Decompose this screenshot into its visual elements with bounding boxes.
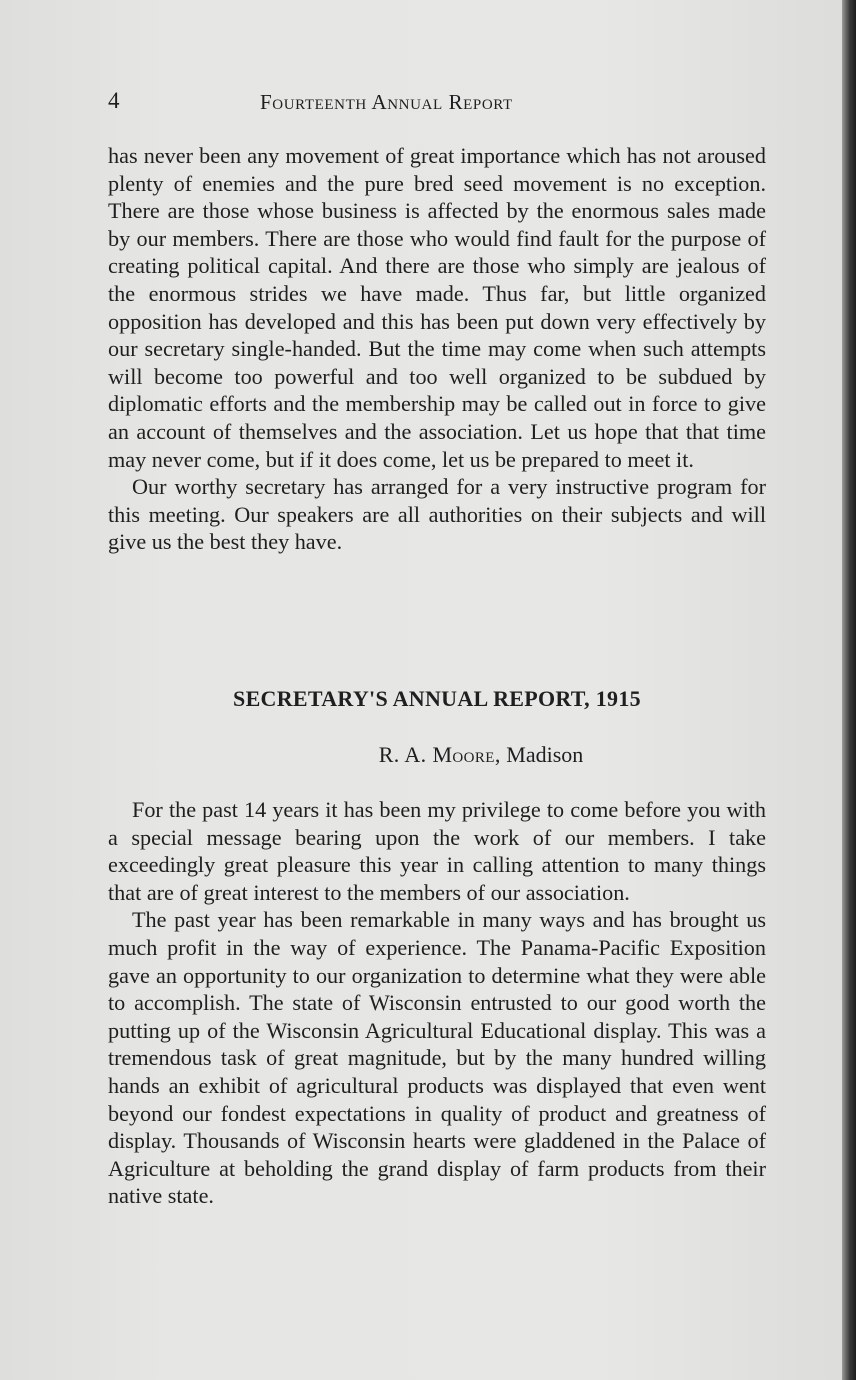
report-text-block — [108, 796, 766, 1210]
section-heading: SECRETARY'S ANNUAL REPORT, 1915 — [233, 686, 641, 711]
running-head — [108, 88, 608, 118]
paragraph-continued: has never been any movement of great importance which has not aroused plenty of enemies and the pure bred seed movement is no exception. There are those whose business is affected by the enormous sales made by our members. There are those who would find fault for the purpose of creating political capital. And there are those who simply are jealous of the enormous strides we have made. Thus far, but little organized opposition has developed and this has been put down very effectively by our secretary single-handed. But the time may come when such attempts will become too powerful and too well organized to be subdued by diplomatic efforts and the membership may be called out in force to give an account of themselves and the association. Let us hope that that time may never come, but if it does come, let us be prepared to meet it. — [108, 143, 766, 472]
author-line — [152, 742, 810, 768]
running-title: Fourteenth Annual Report — [260, 90, 513, 114]
page-edge-shadow — [842, 0, 856, 1380]
author-name: R. A. Moore, — [378, 742, 501, 767]
author-place: Madison — [506, 742, 584, 767]
continued-text-block — [108, 142, 766, 556]
page-number: 4 — [108, 88, 120, 113]
paragraph-privilege: For the past 14 years it has been my privilege to come before you with a special message bearing upon the work of our members. I take exceedingly great pleasure this year in calling attention to many things that are of great interest to the members of our association. — [108, 797, 766, 905]
paragraph-program: Our worthy secretary has arranged for a very instructive program for this meeting. Our speakers are all authorities on their subjects and will give us the best they have. — [108, 474, 766, 555]
paragraph-past-year: The past year has been remarkable in many ways and has brought us much profit in the way of experience. The Panama-Pacific Exposition gave an opportunity to our organization to determine what they were able to accomplish. The state of Wisconsin entrusted to our good worth the putting up of the Wisconsin Agricultural Educational display. This was a tremendous task of great magnitude, but by the many hundred willing hands an exhibit of agricultural products was displayed that even went beyond our fondest expectations in quality of product and greatness of display. Thousands of Wisconsin hearts were gladdened in the Palace of Agriculture at beholding the grand display of farm products from their native state. — [108, 907, 766, 1209]
